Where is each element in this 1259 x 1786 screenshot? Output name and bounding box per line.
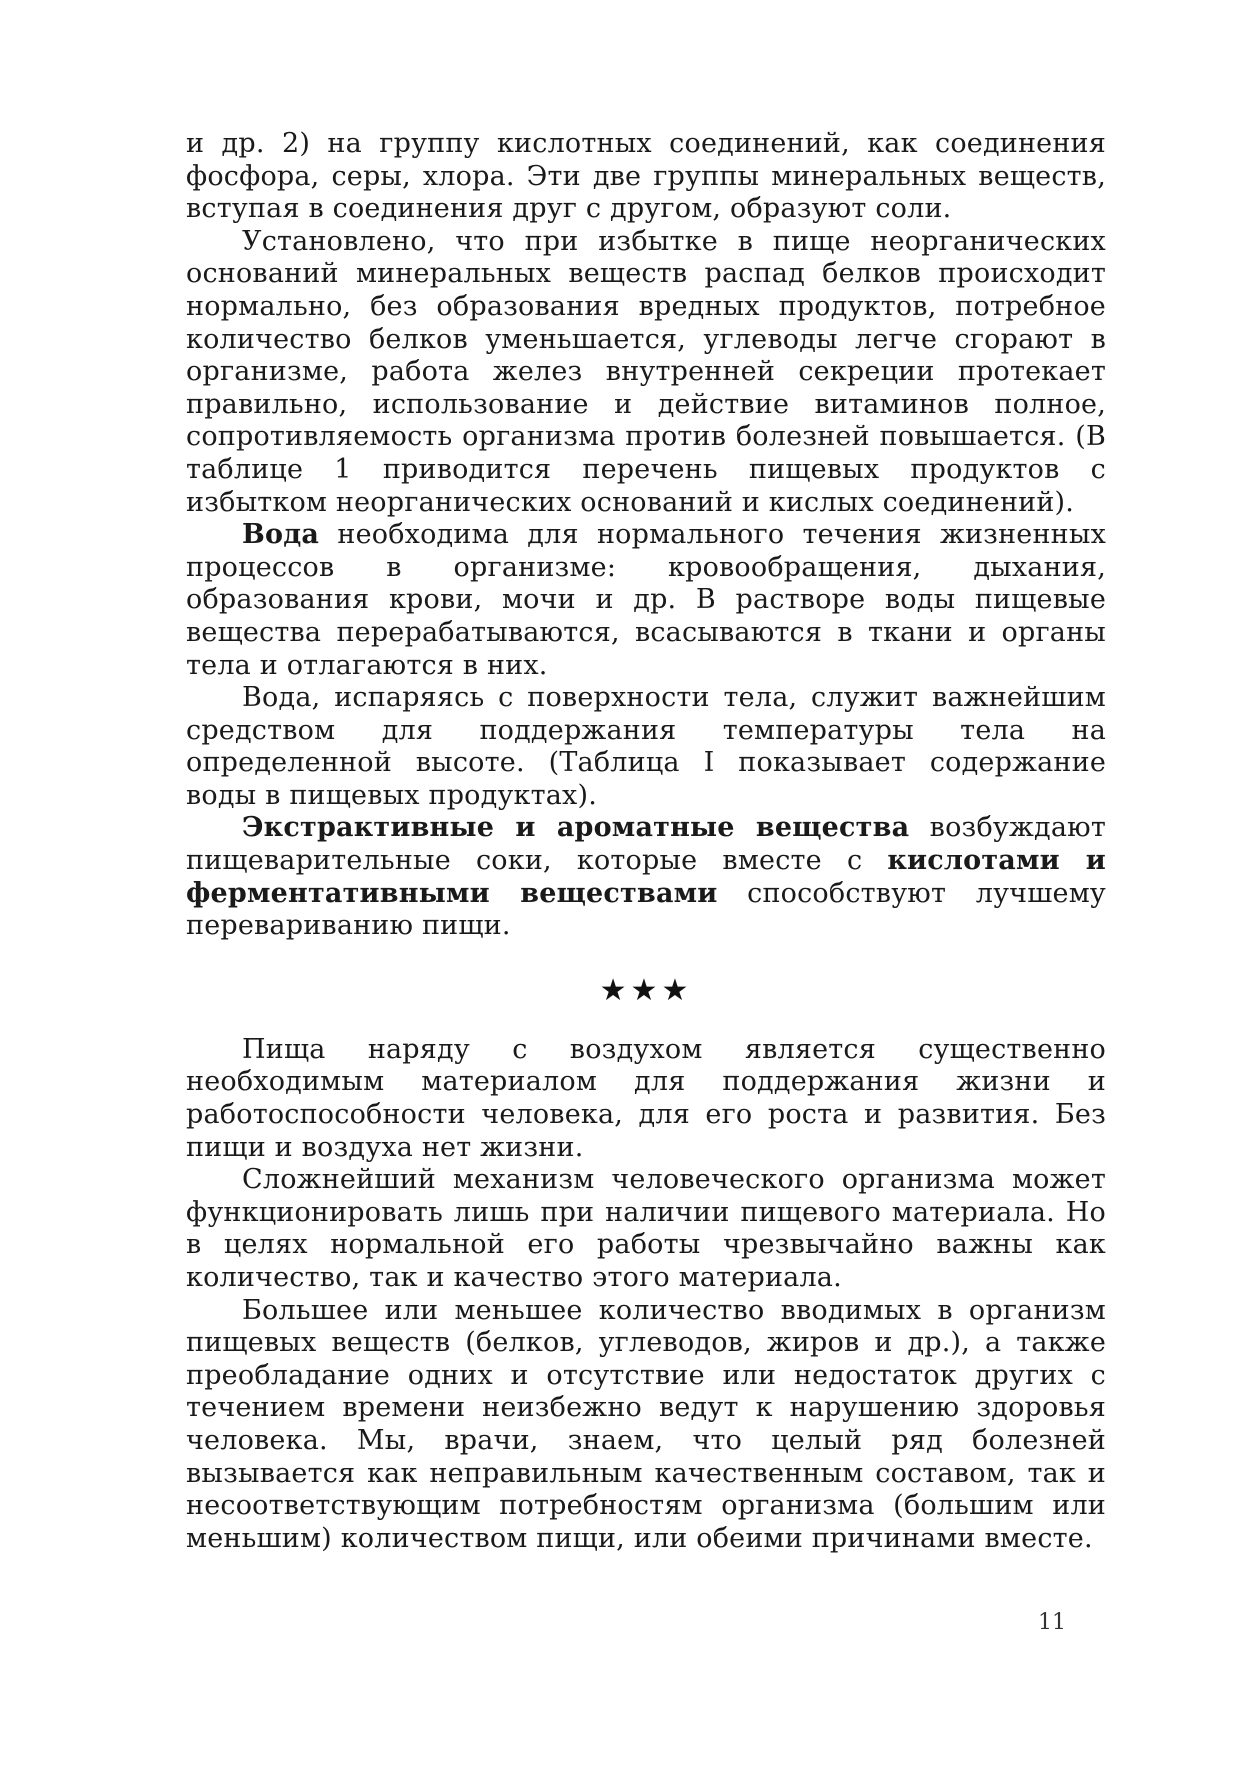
section-food-importance xyxy=(186,1034,1106,1556)
term-water: Вода xyxy=(242,519,320,551)
page-number: 11 xyxy=(1038,1610,1066,1635)
term-acids-enzymes: кислотами и ферментативными веществами xyxy=(186,845,1107,909)
page-body xyxy=(186,128,1106,1555)
paragraph-organism-mechanism: Сложнейший механизм человеческого организма может функционировать лишь при наличии пищевого материала. Но в целях нормальной его работы чрезвычайно важны как количество, так и качество этого материала. xyxy=(186,1164,1106,1293)
paragraph-extractive xyxy=(186,812,1106,942)
paragraph-water-evaporation: Вода, испаряясь с поверхности тела, служит важнейшим средством для поддержания температуры тела на определенной высоте. (Таблица I показывает содержание воды в пищевых продуктах). xyxy=(186,682,1106,811)
paragraph-water-text: необходима для нормального течения жизненных процессов в организме: кровообращения, дыхания, образования крови, мочи и др. В растворе воды пищевые вещества перерабатываются, всасываются в ткани и органы тела и отлагаются в них. xyxy=(186,519,1106,681)
paragraph-continuation: и др. 2) на группу кислотных соединений, как соединения фосфора, серы, хлора. Эти две группы минеральных веществ, вступая в соединения друг с другом, образуют соли. xyxy=(186,128,1106,225)
paragraph-inorganic-bases: Установлено, что при избытке в пище неорганических оснований минеральных веществ распад белков происходит нормально, без образования вредных продуктов, потребное количество белков уменьшается, углеводы легче сгорают в организме, работа желез внутренней секреции протекает правильно, использование и действие витаминов полное, сопротивляемость организма против болезней повышается. (В таблице 1 приводится перечень пищевых продуктов с избытком неорганических оснований и кислых соединений). xyxy=(186,225,1106,518)
paragraph-food-air: Пища наряду с воздухом является существенно необходимым материалом для поддержания жизни и работоспособности человека, для его роста и развития. Без пищи и воздуха нет жизни. xyxy=(186,1033,1106,1163)
paragraph-extractive-text-1: возбуждают пищеварительные соки, которые вместе с xyxy=(186,812,1106,877)
paragraph-extractive-text-2: способствуют лучшему перевариванию пищи. xyxy=(186,877,1106,942)
paragraph-food-quantity: Большее или меньшее количество вводимых в организм пищевых веществ (белков, углеводов, жиров и др.), а также преобладание одних и отсутствие или недостаток других с течением времени неизбежно ведут к нарушению здоровья человека. Мы, врачи, знаем, что целый ряд болезней вызывается как неправильным качественным составом, так и несоответствующим потребностям организма (большим или меньшим) количеством пищи, или обеими причинами вместе. xyxy=(186,1294,1106,1554)
section-nutrients xyxy=(186,128,1106,943)
section-separator-stars: ★★★ xyxy=(599,972,693,1008)
term-extractive: Экстрактивные и ароматные вещества xyxy=(242,812,910,844)
paragraph-water xyxy=(186,519,1106,682)
